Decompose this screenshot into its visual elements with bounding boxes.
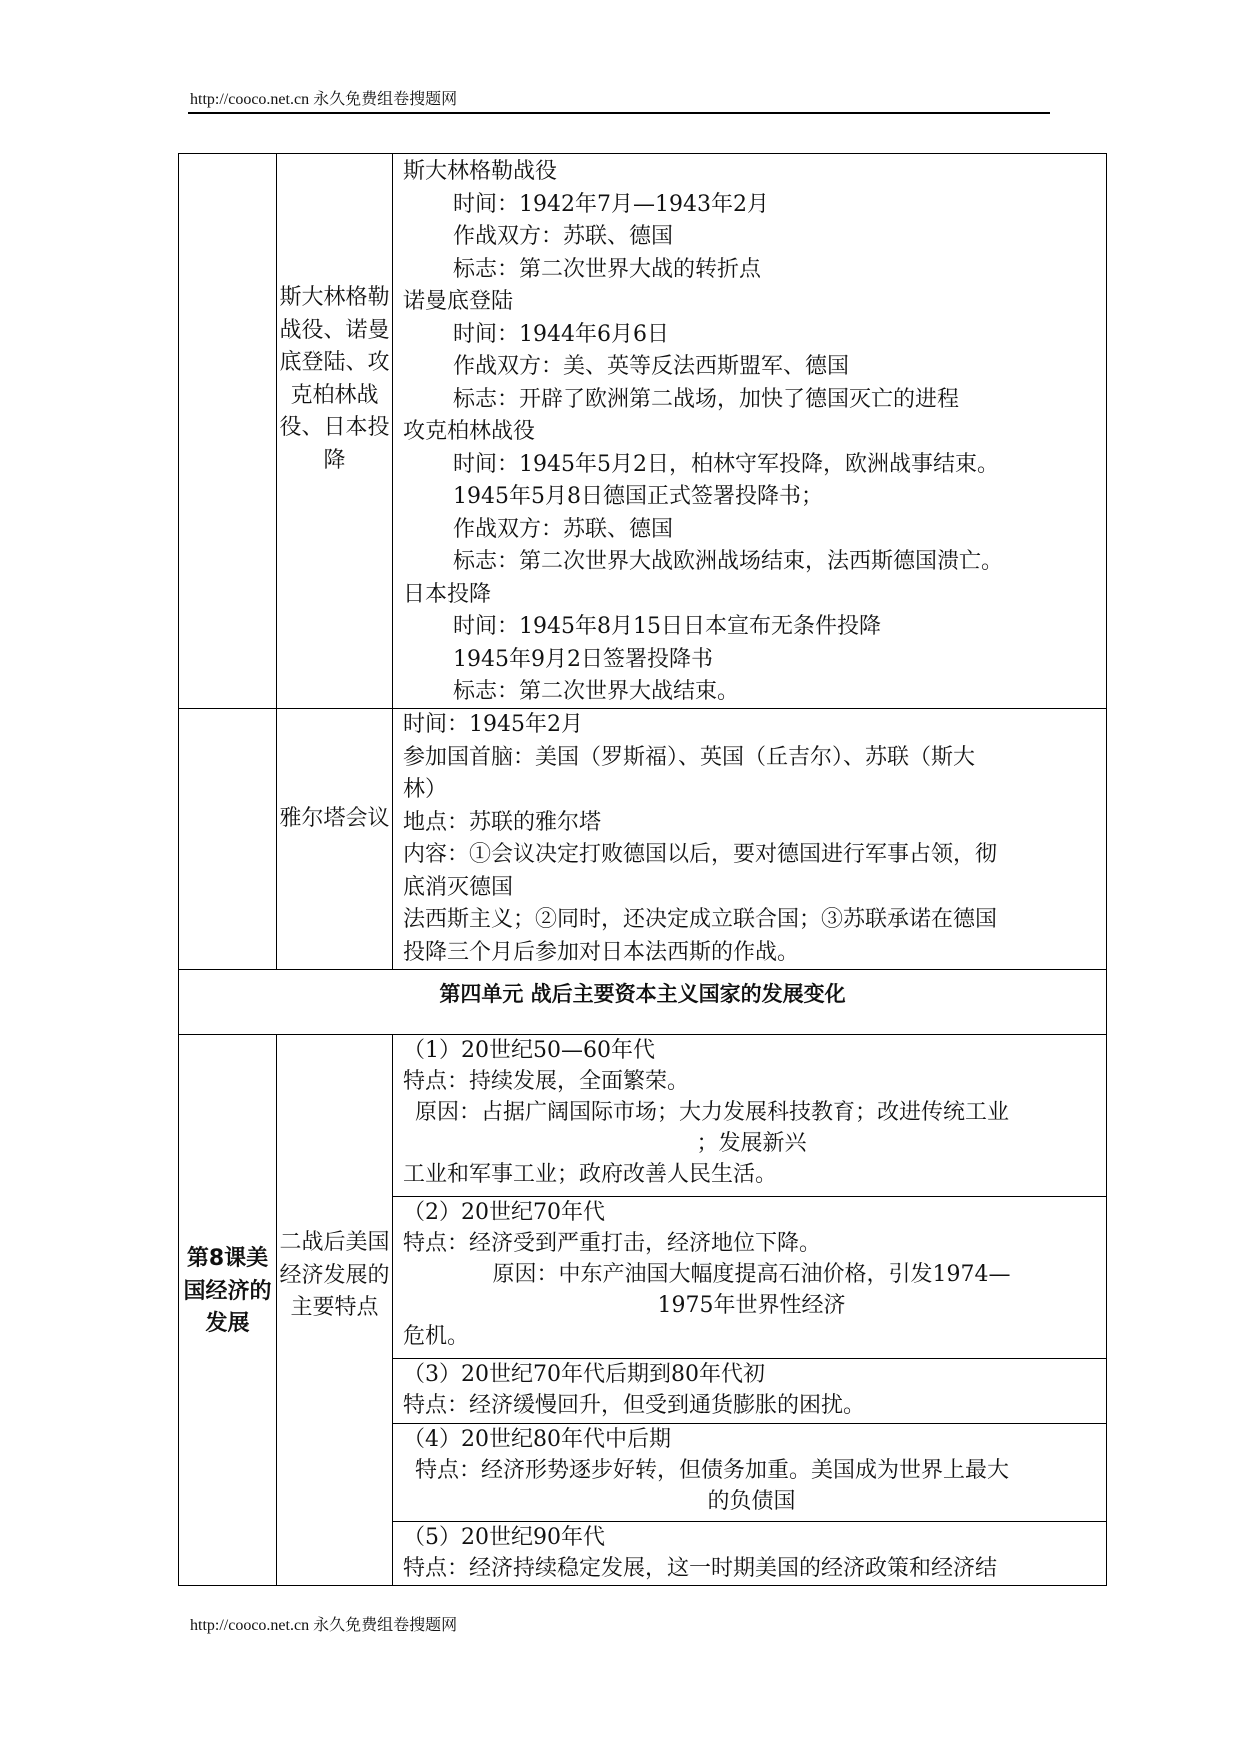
topic-line: 雅尔塔 — [279, 806, 346, 831]
block1-content — [403, 156, 1100, 709]
lesson-cell — [178, 1034, 277, 1586]
block2-col1 — [178, 708, 277, 970]
lesson-line: 第8课 — [186, 1246, 247, 1271]
content-heading-line: 诺曼底登陆 — [403, 289, 514, 314]
block2-topic-cell — [276, 708, 393, 970]
period-line: 特点：经济缓慢回升，但受到通货膨胀的困扰。 — [403, 1393, 866, 1418]
period-line: 原因：中东产油国大幅度提高石油价格，引发1974— — [492, 1262, 1011, 1287]
content-detail-line: 标志：开辟了欧洲第二战场，加快了德国灭亡的进程 — [453, 386, 960, 412]
content-detail-line: 1945年9月2日签署投降书 — [453, 646, 713, 672]
topic-line: 降 — [323, 447, 346, 473]
block3-topic-cell — [276, 1034, 393, 1586]
topic-line: 济发展 — [301, 1262, 368, 1288]
period-cell — [392, 1034, 1107, 1197]
topic-line: 曼底登 — [279, 317, 390, 375]
period-lines — [403, 1522, 1100, 1584]
topic-line: 陆、攻 — [323, 350, 390, 375]
period-line: 危机。 — [403, 1324, 470, 1349]
unit-title-cell — [178, 969, 1107, 1035]
content-detail-line: 时间：1942年7月—1943年2月 — [453, 191, 769, 217]
header-rule — [188, 112, 1050, 114]
period-lines — [403, 1035, 1100, 1190]
period-line: 工业和军事工业；政府改善人民生活。 — [403, 1162, 778, 1187]
content-detail-line: 标志：第二次世界大战结束。 — [453, 679, 740, 704]
period-line: 特点：经济受到严重打击，经济地位下降。 — [403, 1231, 822, 1256]
lesson-line: 美国经 — [183, 1246, 269, 1304]
topic-line: 斯大林 — [279, 285, 346, 310]
block1-topic-cell — [276, 153, 393, 709]
topic-line: 会议 — [345, 806, 390, 831]
topic-line: 役、诺 — [301, 317, 368, 343]
content-detail-line: 标志：第二次世界大战的转折点 — [453, 256, 762, 282]
topic-line: 克柏林 — [290, 382, 357, 408]
block1-col1 — [178, 153, 277, 709]
content-detail-line: 时间：1945年8月15日日本宣布无条件投降 — [453, 614, 881, 639]
content-line: 底消灭德国 — [403, 874, 514, 900]
period-line: （2）20世纪70年代 — [403, 1200, 605, 1225]
block3-topic — [277, 1227, 392, 1325]
topic-line: 日本投 — [323, 415, 390, 440]
block2-content-cell — [392, 708, 1107, 970]
content-heading-line: 攻克柏林战役 — [403, 419, 536, 444]
content-detail-line: 作战双方：美、英等反法西斯盟军、德国 — [453, 354, 850, 379]
period-line: （5）20世纪90年代 — [403, 1525, 605, 1550]
period-line: （4）20世纪80年代中后期 — [403, 1427, 671, 1452]
period-line: （1）20世纪50—60年代 — [403, 1038, 655, 1063]
period-cell — [392, 1423, 1107, 1522]
topic-line: 的主要 — [290, 1262, 390, 1320]
content-line: 投降三个月后参加对日本法西斯的作战。 — [403, 939, 800, 965]
content-heading-line: 斯大林格勒战役 — [403, 159, 558, 184]
period-line: （3）20世纪70年代后期到80年代初 — [403, 1362, 765, 1387]
content-line: 法西斯主义；②同时，还决定成立联合国；③苏联承诺在德国 — [403, 907, 998, 932]
page-footer: http://cooco.net.cn 永久免费组卷搜题网 — [190, 1617, 458, 1634]
content-heading-line: 日本投降 — [403, 581, 492, 607]
content-line: 时间：1945年2月 — [403, 712, 583, 737]
period-lines — [403, 1197, 1100, 1352]
page-header: http://cooco.net.cn 永久免费组卷搜题网 — [190, 91, 458, 108]
period-line: 1975年世界性经济 — [657, 1293, 846, 1318]
content-detail-line: 时间：1945年5月2日，柏林守军投降，欧洲战事结束。 — [453, 451, 999, 477]
period-cell — [392, 1358, 1107, 1424]
topic-line: 特点 — [334, 1295, 379, 1320]
lesson-line: 展 — [227, 1311, 250, 1336]
block2-topic — [277, 803, 392, 836]
period-cell — [392, 1521, 1107, 1586]
period-line: 特点：经济持续稳定发展，这一时期美国的经济政策和经济结 — [403, 1556, 998, 1581]
content-line: 地点：苏联的雅尔塔 — [403, 809, 602, 835]
unit-title: 第四单元 战后主要资本主义国家的发展变化 — [439, 982, 846, 1006]
content-detail-line: 作战双方：苏联、德国 — [453, 516, 674, 542]
period-line: 原因：占据广阔国际市场；大力发展科技教育；改进传统工业 — [415, 1100, 1010, 1125]
topic-line: 战役、 — [279, 382, 379, 440]
period-line: 特点：经济形势逐步好转，但债务加重。美国成为世界上最大 — [415, 1458, 1010, 1483]
lesson-line: 济的发 — [205, 1278, 272, 1336]
content-detail-line: 1945年5月8日德国正式签署投降书； — [453, 484, 823, 509]
block2-content — [403, 709, 1100, 969]
content-line: 内容：①会议决定打败德国以后，要对德国进行军事占领，彻 — [403, 842, 998, 867]
block1-topic — [277, 282, 392, 477]
period-line: 的负债国 — [707, 1489, 796, 1514]
period-cell — [392, 1196, 1107, 1359]
period-line: ；发展新兴 — [696, 1131, 807, 1156]
content-detail-line: 标志：第二次世界大战欧洲战场结束，法西斯德国溃亡。 — [453, 549, 1004, 574]
topic-line: 二战后 — [279, 1230, 346, 1255]
lesson-title — [179, 1243, 276, 1341]
topic-line: 美国经 — [279, 1230, 390, 1288]
topic-line: 格勒战 — [279, 285, 390, 343]
period-lines — [403, 1424, 1100, 1517]
block1-content-cell — [392, 153, 1107, 709]
content-detail-line: 时间：1944年6月6日 — [453, 321, 669, 347]
content-detail-line: 作战双方：苏联、德国 — [453, 224, 674, 249]
content-line: 参加国首脑：美国（罗斯福）、英国（丘吉尔）、苏联（斯大 — [403, 744, 976, 770]
period-lines — [403, 1359, 1100, 1421]
period-line: 特点：持续发展，全面繁荣。 — [403, 1069, 690, 1094]
content-line: 林） — [403, 777, 448, 802]
